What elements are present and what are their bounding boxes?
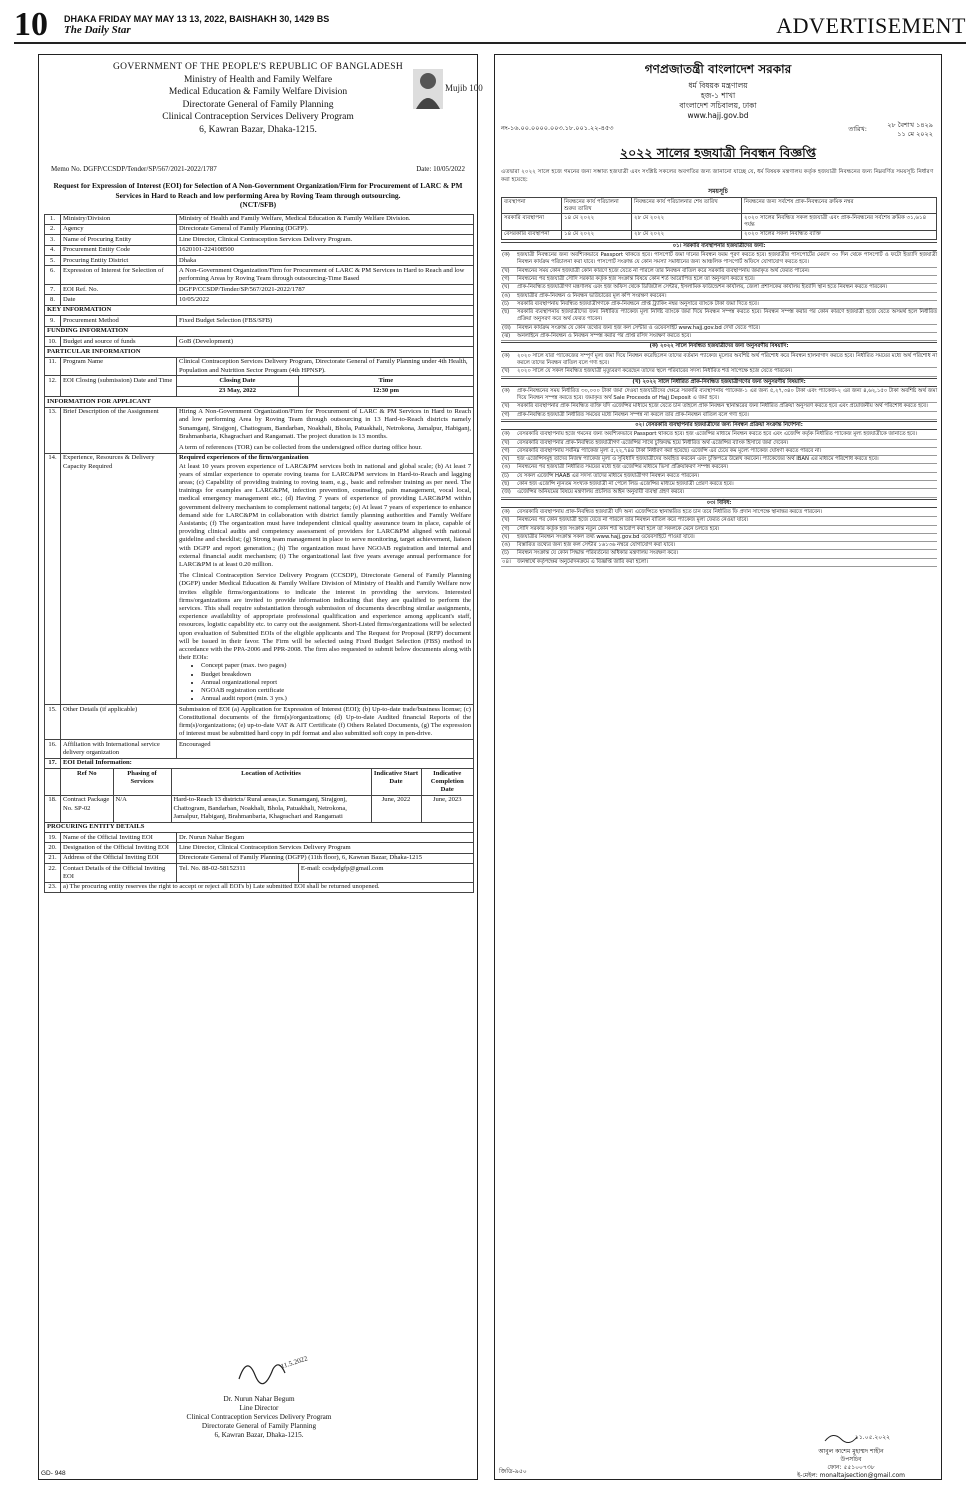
table-row: [502, 214, 937, 230]
row-value: [177, 407, 474, 453]
table-row: [502, 230, 937, 239]
row-value: Fixed Budget Selection (FBS/SFB): [177, 316, 474, 326]
schedule-cell: ১৪ মে ২০২২: [562, 230, 632, 239]
row-value: A Non-Government Organization/Firm for Procurement of LARC & PM Services in Hard to Reach and low performing Areas by Roving Team through outsourcing-Time Based: [177, 266, 474, 285]
start-date: June, 2022: [371, 796, 421, 822]
experience-text: At least 10 years proven experience of LARC&PM services both in national and global scale; (b) At least 7 years of similar experience to operate roving teams for LARC&PM services in Hard-to-Reach and lagging areas; (c) Capability of providing training to roving team, e.g., basic and refresher training as per need. The trainings for examples are LARC&PM, infection prevention, counseling, pain management, vocal local, medical emergency management etc.; (d) Having 7 years of experience of providing LARC&PM within government delivery mechanism to complement national targets; (e) At least 7 years of experience to enhance demand side for LARC&PM in collaboration with district family planning authorities and Family Welfare Assistants; (f) The organization must have independent clinical quality assurance team in place, capable of providing clinical audits and competency assessment of providers for LARC&PM aligned with national guideline and checklist; (g) Strong team management in place to serve monitoring, target achievement, liaison with DGFP and report generation.; (h) The organization must have NGOAB registration and internal and external financial audit mechanism; (i) The organizational last five years average annual performance for LARC&PM is at least 0.20 million.: [179, 462, 471, 568]
schedule-cell: ২৮ মে ২০২২: [632, 230, 742, 239]
notice-item: [501, 293, 937, 301]
row-value: Encouraged: [177, 740, 474, 759]
row-number: 5.: [45, 256, 61, 266]
table-row: [45, 266, 474, 285]
row-number: 8.: [45, 295, 61, 305]
row-number: 11.: [45, 357, 61, 376]
row-value: DGFP/CCSDP/Tender/SP/567/2021-2022/1787: [177, 285, 474, 295]
assignment-description: Hiring A Non-Government Organization/Firm for Procurement of LARC & PM Services in Hard to Reach and low performing Area by Roving Team through outsourcing in 13 Hard-to-Reach districts namely Sunamganj, Sirajgonj, Chattogram, Bandarban, Noakhali, Bhola, Patuakhali, Netrokona, Jamalpur, Habiganj, Brahmanbaria, Khagrachari and Rangamati. The project duration is 13 months.: [179, 408, 471, 440]
eoi-table: [44, 214, 474, 894]
row-number: 14.: [45, 453, 61, 704]
masthead-info: [64, 14, 329, 36]
table-row: [45, 337, 474, 347]
notice-item-text: বিস্তারিত তথ্যের জন্য হজ কল সেন্টার ১৬১৩৬ নম্বরে যোগাযোগ করা যাবে।: [517, 542, 676, 549]
eoi-title: [39, 179, 477, 214]
table-row: [45, 864, 474, 883]
schedule-header: নিবন্ধনের কার্য পরিচালনা শুরুর তারিখ: [562, 198, 632, 214]
row-value: Ministry of Health and Family Welfare, Medical Education & Family Welfare Division.: [177, 214, 474, 224]
notice-item-text: ২০২০ সালে যে সকল নিবন্ধিত হজযাত্রী মৃত্যুবরণ করেছেন তাদের স্থলে পরিবারের সদস্য নির্ধারিত শর্ত সাপেক্ষে হজে যেতে পারবেন।: [517, 368, 793, 375]
table-row: [45, 376, 474, 386]
secretariat-name: বাংলাদেশ সচিবালয়, ঢাকা: [679, 101, 757, 110]
detail-header: Location of Activities: [171, 769, 371, 795]
table-row: [45, 882, 474, 892]
section-row: [45, 326, 474, 336]
section-row: [45, 347, 474, 357]
row-number: 15.: [45, 705, 61, 740]
row-number: 21.: [45, 853, 61, 863]
gd-code: জিডি-৯৫০: [499, 1468, 527, 1475]
row-value: Line Director, Clinical Contraception Services Delivery Program: [177, 843, 474, 853]
schedule-cell: সরকারি ব্যবস্থাপনা: [502, 214, 562, 230]
row-value: a) The procuring entity reserves the right to accept or reject all EOI's b) Late submitted EOI shall be returned unopened.: [61, 882, 474, 892]
row-number: 9.: [45, 316, 61, 326]
notice-item-key: (চ): [502, 472, 509, 479]
row-label: Date: [61, 295, 177, 305]
notice-item: [501, 464, 937, 472]
memo-row: [39, 165, 477, 179]
schedule-cell: ২৮ মে ২০২২: [632, 214, 742, 230]
signatory-name: Dr. Nurun Nahar Begum: [223, 1395, 295, 1403]
notice-item-key: (ক): [502, 252, 510, 259]
notice-section-heading: (ক) ২০২২ সালে নিবন্ধিত হজযাত্রীদের জন্য অনুসরণীয় বিষয়াদি:: [501, 342, 937, 351]
branch-name: হজ-১ শাখা: [700, 91, 736, 100]
notice-item: [501, 489, 937, 497]
row-number: 2.: [45, 224, 61, 234]
notice-item: [501, 388, 937, 404]
detail-header: Indicative Start Date: [371, 769, 421, 795]
notice-item-key: (ক): [502, 431, 510, 438]
notice-item-text: সৌদি সরকার কর্তৃক হজ সংক্রান্ত নতুন কোন শর্ত আরোপ করা হলে তা সকলকে মেনে চলতে হবে।: [517, 525, 720, 532]
notice-item-text: হজ এজেন্সিসমূহ তাদের নিজস্ব প্যাকেজ মূল্য ও সুবিধাদি হজযাত্রীদের অবহিত করবেন এবং চুক্তিপত্রে উল্লেখ করবেন। প্যাকেজের অর্থ IBAN এর মাধ্যমে পরিশোধ করতে হবে।: [517, 456, 879, 463]
row-label: Ministry/Division: [61, 214, 177, 224]
row-label: Procurement Entity Code: [61, 245, 177, 255]
tor-note: A term of references (TOR) can be collected from the undersigned office during office hour.: [179, 443, 422, 451]
schedule-table: [501, 197, 937, 240]
section-row: [45, 822, 474, 832]
table-row: [45, 758, 474, 768]
experience-heading: Required experiences of the firm/organization: [179, 454, 309, 462]
date-label: তারিখ:: [848, 125, 867, 133]
schedule-cell: বেসরকারি ব্যবস্থাপনা: [502, 230, 562, 239]
notice-item-text: বেসরকারি ব্যবস্থাপনায় প্রাক-নিবন্ধিত হজযাত্রী যদি অন্য এজেন্সিতে স্থানান্তরিত হতে চান তবে নির্ধারিত ফি প্রদান সাপেক্ষে স্থানান্তর করতে পারবেন।: [517, 508, 823, 515]
row-number: 18.: [45, 795, 61, 822]
row-label: Affiliation with International service delivery organization: [61, 740, 177, 759]
notice-item-text: নিবন্ধনের পর হজযাত্রী নির্ধারিত সময়ের মধ্যে হজ এজেন্সির মাধ্যমে ভিসা প্রক্রিয়াকরণ সম্পন্ন করবেন।: [517, 464, 729, 471]
notice-item-text: হজযাত্রী নিবন্ধনের জন্য অবশ্যিকভাবে Passport থাকতে হবে। পাসপোর্ট জমা দানের নিবন্ধন ফরম পূরণ করতে হবে। হজযাত্রীর পাসপোর্টের মেয়াদ ৩০ দিন থেকে পাসপোর্ট ও ফটো ইত্যাদি হজযাত্রী নিবন্ধন কার্যক্রম পরিচালনা করা যাবে। পাসপোর্ট সংক্রান্ত যে কোন সমস্যা সমাধানের জন্য আঞ্চলিক পাসপোর্ট অফিসে যোগাযোগ করতে হবে।: [517, 252, 937, 266]
notice-section-heading: ০৩। বিবিধ:: [501, 499, 937, 508]
notice-item-key: (খ): [502, 267, 510, 274]
notice-signature-image: [821, 1429, 891, 1445]
row-value: Directorate General of Family Planning (DGFP) (11th floor), 6, Kawran Bazar, Dhaka-1215: [177, 853, 474, 863]
table-row: [45, 256, 474, 266]
notice-item-text: জনস্বার্থে কর্তৃপক্ষের অনুমোদনক্রমে এ বিজ্ঞপ্তি জারি করা হলো।: [517, 558, 648, 565]
list-item: • Annual organizational report: [201, 679, 471, 687]
notice-section-heading: (খ) ২০২২ সালে নির্ধারিত প্রাক-নিবন্ধিত হজযাত্রীগণের জন্য অনুসরণীয় বিষয়াদি:: [501, 378, 937, 387]
notice-item-text: নিবন্ধন কার্যক্রম সংক্রান্ত যে কোন তথ্যের জন্য হজ কল সেন্টার ও ওয়েবসাইট www.hajj.gov.bd দেখা যেতে পারে।: [517, 324, 761, 331]
table-row: [45, 316, 474, 326]
notice-item-text: প্রাক-নিবন্ধনের সময় নির্ধারিত ৩০,০০০ টাকা জমা দেওয়া হজযাত্রীদের ক্ষেত্রে সরকারি ব্যবস্থাপনায় প্যাকেজ-১ এর জন্য ৫,২৭,৩৪০ টাকা এবং প্যাকেজ-২ এর জন্য ৪,৬২,১৫০ টাকা অবশিষ্ট অর্থ জমা দিয়ে নিবন্ধন সম্পন্ন করতে হবে। জমাকৃত অর্থ Sale Proceeds of Hajj Deposit এ জমা হবে।: [517, 387, 937, 402]
notice-item-key: (ছ): [502, 481, 510, 488]
notice-sign-date: ১১.০৫.২০২২: [855, 1434, 891, 1441]
table-row: [45, 453, 474, 704]
notice-item-text: বেসরকারি ব্যবস্থাপনার প্রাক-নিবন্ধিত হজযাত্রীগণ এজেন্সির সাথে চুক্তিবদ্ধ হয়ে নির্ধারিত অর্থ এজেন্সির ব্যাংক হিসাবে জমা দেবেন।: [517, 439, 789, 446]
time-label: Time: [298, 376, 473, 386]
row-number: 10.: [45, 337, 61, 347]
row-label: Name of Procuring Entity: [61, 235, 177, 245]
notice-item: [501, 448, 937, 456]
table-row: [45, 285, 474, 295]
notice-item-key: (গ): [502, 525, 510, 532]
notice-item-key: (ঘ): [502, 533, 510, 540]
notice-item: [501, 333, 937, 341]
notice-item-key: (খ): [502, 368, 510, 375]
phasing: N/A: [113, 796, 171, 822]
notice-item: [501, 403, 937, 411]
section-row: [45, 305, 474, 315]
row-value: Line Director, Clinical Contraception Services Delivery Program.: [177, 235, 474, 245]
closing-date: 23 May, 2022: [177, 386, 299, 396]
table-row: [45, 357, 474, 376]
section-heading: PROCURING ENTITY DETAILS: [45, 822, 474, 832]
notice-item-text: ২০২০ সালে যারা প্যাকেজের সম্পূর্ণ মূল্য জমা দিয়ে নিবন্ধন করেছিলেন তাদের বর্তমান প্যাকেজ মূল্যের অবশিষ্ট অর্থ পরিশোধ করে নিবন্ধন হালনাগাদ করতে হবে। নির্ধারিত সময়ের মধ্যে অর্থ পরিশোধ না করলে তাদের নিবন্ধন বাতিল বলে গণ্য হবে।: [517, 352, 937, 366]
row-label: Agency: [61, 224, 177, 234]
row-value: Directorate General of Family Planning (DGFP).: [177, 224, 474, 234]
row-value: 1620101-224108500: [177, 245, 474, 255]
notice-item-key: (ঙ): [502, 542, 511, 549]
row-number: 23.: [45, 882, 61, 892]
badge-text: Mujib 100: [445, 83, 483, 93]
memo-number: Memo No. DGFP/CCSDP/Tender/SP/567/2021-2022/1787: [51, 165, 217, 173]
section-heading: INFORMATION FOR APPLICANT: [45, 397, 474, 407]
invitation-text: The Clinical Contraception Service Delivery Program (CCSDP), Directorate General of Family Planning (DGFP) under Medical Education & Family Welfare Division of Ministry of Health and Family Welfare now invites eligible firms/organizations to indicate the interest in providing the services. Interested firms/organizations are invited to provide information indicating that they are qualified to perform the services. This shall require substantiation through submission of documents describing similar assignments, experience availability of appropriate professional qualification and experience among applicant's staff, resources, logistic capability etc. to carry out the assignment. Short-Listed firms/organizations will be selected upon evaluation of Submitted EOIs of the eligible applicants and The Request for Proposal (RFP) document will be issued in their favor. The Firm will be selected using Fixed Budget Selection (FBS) method in accordance with the PPA-2006 and PPR-2008. The firm also requested to submit below documents along with their EOIs:: [179, 572, 471, 662]
mujib-100-logo: [405, 65, 483, 113]
notice-item-key: (জ): [502, 324, 511, 331]
memo-number: নং-১৬.০০.০০০০.০০৩.১৮.০০১.২২-৪৫৩: [501, 124, 614, 132]
row-number: 12.: [45, 376, 61, 397]
row-number: 6.: [45, 266, 61, 285]
schedule-header: নিবন্ধনের জন্য সর্বশেষ প্রাক-নিবন্ধনের ক্রমিক নম্বর: [742, 198, 937, 214]
notice-item-text: বেসরকারি ব্যবস্থাপনায় হজে গমনের জন্য অবশ্যিকভাবে Passport থাকতে হবে। হজ এজেন্সির মাধ্যমে নিবন্ধন করতে হবে এবং এজেন্সি কর্তৃক নির্ধারিত প্যাকেজ মূল্য হজযাত্রীকে জানাতে হবে।: [517, 431, 917, 438]
table-row: [45, 245, 474, 255]
row-value: Submission of EOI (a) Application for Expression of Interest (EOI); (b) Up-to-date trade/business license; (c) Constitutional documents of the firm(s)/organizations; (d) Up-to-date Audited financial Reports of the firm(s)/organizations; (e) up-to-date VAT & AIT Certificate (f) Others Related Documents, (g) The expression of interest must be submitted hard copy in pdf format and also submitted soft copy in pen-drive.: [177, 705, 474, 740]
date-bangla: ২৮ বৈশাখ ১৪২৯: [887, 121, 933, 129]
notice-section-heading: ০১। সরকারি ব্যবস্থাপনার হজযাত্রীদের জন্য:: [501, 242, 937, 251]
notice-item-key: (গ): [502, 275, 510, 282]
notice-item: [501, 559, 937, 567]
notice-item: [501, 509, 937, 517]
row-label: EOI Ref. No.: [61, 285, 177, 295]
table-row: [45, 295, 474, 305]
row-label: Other Details (if applicable): [61, 705, 177, 740]
date-line: DHAKA FRIDAY MAY MAY 13 13, 2022, BAISHAKH 30, 1429 BS: [64, 14, 330, 24]
notice-item: [501, 431, 937, 439]
row-number: 4.: [45, 245, 61, 255]
section-heading: KEY INFORMATION: [45, 305, 474, 315]
table-row: [45, 407, 474, 453]
table-row: [45, 705, 474, 740]
notice-item-key: (ঘ): [502, 284, 510, 291]
signatory-phone: ফোন: ৫৫১০০৭৩৮: [827, 1464, 875, 1471]
notice-item: [501, 517, 937, 525]
page-number: 10: [14, 6, 48, 43]
schedule-cell: ২০২০ সালের সকল নিবন্ধিত ব্যক্তি: [742, 230, 937, 239]
schedule-header: ব্যবস্থাপনা: [502, 198, 562, 214]
notice-item-key: (ছ): [502, 309, 510, 316]
notice-item-key: (ঙ): [502, 464, 511, 471]
eoi-advertisement: [38, 54, 483, 1480]
signatory-name: আবুল কাশেম মুহাম্মদ শাহীন: [818, 1448, 884, 1455]
notice-item-key: (জ): [502, 489, 511, 496]
row-value: GoB (Development): [177, 337, 474, 347]
schedule-cell: ২০২০ সালের নিবন্ধিত সকল হজযাত্রী এবং প্রাক-নিবন্ধনের সর্বশেষ ক্রমিক ৩১,৬১৪ পর্যন্ত: [742, 214, 937, 230]
eoi-title-text: Request for Expression of Interest (EOI) for Selection of A Non-Government Organization/Firm for Procurement of LARC & PM Services in Hard to Reach and low performing Area by Roving Team through outsourcing.: [53, 181, 463, 200]
hajj-notice: [494, 54, 942, 1480]
notice-item-text: নিবন্ধনের পর কোন হজযাত্রী হজে যেতে না পারলে তার নিবন্ধন বাতিল করে প্যাকেজ মূল্য ফেরত নেওয়া যাবে।: [517, 517, 749, 524]
notice-body: [501, 242, 937, 567]
notice-item-text: প্রাক-নিবন্ধিত হজযাত্রীগণ মন্ত্রণালয় এবং হজ অফিস থেকে ডিজিটাল সেন্টার, ইসলামিক ফাউন্ডেশন কার্যালয়, জেলা প্রশাসকের কার্যালয় ইত্যাদি স্থান হতে নিবন্ধন করতে পারবেন।: [517, 284, 888, 291]
row-value: [177, 453, 474, 704]
table-row: [45, 224, 474, 234]
table-row: [45, 740, 474, 759]
document-list: [201, 662, 471, 703]
notice-item-text: সরকারি ব্যবস্থাপনায় নিবন্ধিত হজযাত্রীগণকে প্রাক-নিবন্ধনে প্রাপ্ত ট্র্যাকিং নম্বর অনুসারে ব্যাংকে টাকা জমা দিতে হবে।: [517, 300, 759, 307]
row-number: 17.: [45, 758, 61, 768]
notice-item-key: (খ): [502, 403, 510, 410]
signatory-directorate: Directorate General of Family Planning: [201, 1422, 317, 1430]
row-label: Procuring Entity District: [61, 256, 177, 266]
website: www.hajj.gov.bd: [687, 111, 749, 120]
memo-date: Date: 10/05/2022: [416, 165, 465, 173]
notice-item-key: (চ): [502, 550, 509, 557]
notice-item-key: ০৪।: [502, 558, 511, 565]
notice-item-text: হজযাত্রীর প্রাক-নিবন্ধন ও নিবন্ধন ভাউচারের মূল কপি সংরক্ষণ করবেন।: [517, 292, 667, 299]
notice-item-text: নিবন্ধনের পর হজযাত্রী সৌদি সরকার কর্তৃক হজ সংক্রান্ত বিষয়ে কোন শর্ত আরোপিত হলে তা অনুসরণ করতে হবে।: [517, 275, 755, 282]
notice-item: [501, 440, 937, 448]
contact-tel: Tel. No. 88-02-58152311: [177, 864, 299, 883]
ministry-name: ধর্ম বিষয়ক মন্ত্রণালয়: [688, 81, 748, 90]
row-label: Contact Details of the Official Inviting EOI: [61, 864, 177, 883]
section-heading: FUNDING INFORMATION: [45, 326, 474, 336]
schedule-header-row: [502, 198, 937, 214]
notice-item: [501, 534, 937, 542]
row-number: 16.: [45, 740, 61, 759]
notice-header: [495, 55, 941, 121]
notice-item-key: (চ): [502, 300, 509, 307]
notice-item-text: বেসরকারি ব্যবস্থাপনায় সর্বনিম্ন প্যাকেজ মূল্য ৫,২২,৭৪৪ টাকা নির্ধারণ করা হয়েছে। এজেন্সি এর চেয়ে কম মূল্যে প্যাকেজ ঘোষণা করতে পারবে না।: [517, 447, 822, 454]
detail-header-row: [45, 769, 474, 796]
table-row: [45, 235, 474, 245]
notice-item-text: নিবন্ধনের সময় কোন হজযাত্রী কোন কারণে হজে যেতে না পারলে তার নিবন্ধন বাতিল করে সরকারি ব্যবস্থাপনায় জমাকৃত অর্থ ফেরত পাবেন।: [517, 267, 810, 274]
notice-item: [501, 473, 937, 481]
notice-title: ২০২২ সালের হজযাত্রী নিবন্ধন বিজ্ঞপ্তি: [619, 145, 817, 160]
table-row: [45, 853, 474, 863]
notice-intro: এতদ্বারা ২০২২ সালে হজে গমনের জন্য সম্ভাব্য হজযাত্রী এবং সংশ্লিষ্ট সকলের অবগতির জন্য জানানো যাচ্ছে যে, ধর্ম বিষয়ক মন্ত্রণালয় কর্তৃক হজযাত্রী নিবন্ধনের জন্য নিম্নবর্ণিত সময়সূচি নির্ধারণ করা হয়েছে:: [501, 169, 934, 183]
row-number: 7.: [45, 285, 61, 295]
notice-item: [501, 252, 937, 268]
signatory-title: Line Director: [239, 1404, 279, 1412]
list-item: • Concept paper (max. two pages): [201, 662, 471, 670]
notice-item: [501, 284, 937, 292]
table-row: [45, 795, 474, 822]
notice-item-text: সরকারি ব্যবস্থাপনায় হজযাত্রীদের জন্য নির্ধারিত প্যাকেজ মূল্য নির্দিষ্ট ব্যাংকে জমা দিয়ে নিবন্ধন সম্পন্ন করতে হবে। নিবন্ধন সম্পন্ন করার পর কোন কারণে হজযাত্রী হজে যেতে অসমর্থ হলে নির্ধারিত প্রক্রিয়া অনুসরণ করে অর্থ ফেরত পাবেন।: [517, 309, 937, 323]
row-value: Clinical Contraception Services Delivery Program, Directorate General of Family Planning under 4th Health, Population and Nutrition Sector Program (4th HPNSP).: [177, 357, 474, 376]
schedule-caption: সময়সূচি: [708, 188, 728, 196]
signature-block: [39, 1395, 479, 1440]
notice-date: [848, 121, 933, 139]
row-label: Program Name: [61, 357, 177, 376]
section-heading: PARTICULAR INFORMATION: [45, 347, 474, 357]
notice-item-key: (ক): [502, 508, 510, 515]
row-number: 20.: [45, 843, 61, 853]
row-label: EOI Closing (submission) Date and Time: [61, 376, 177, 397]
header-line: 6, Kawran Bazar, Dhaka-1215.: [199, 124, 317, 135]
notice-item-key: (খ): [502, 517, 510, 524]
row-label: Designation of the Official Inviting EOI: [61, 843, 177, 853]
eoi-header: [39, 55, 483, 165]
row-label: Experience, Resources & Delivery Capacity Required: [61, 453, 177, 704]
notice-section-heading: ০২। বেসরকারি ব্যবস্থাপনার হজযাত্রীদের জন্য নিবন্ধন প্রক্রিয়া সংক্রান্ত নির্দেশনা:: [501, 421, 937, 430]
list-item: • NGOAB registration certificate: [201, 687, 471, 695]
table-row: [45, 214, 474, 224]
row-label: Brief Description of the Assignment: [61, 407, 177, 453]
header-line: Directorate General of Family Planning: [182, 99, 334, 110]
notice-item-key: (ক): [502, 352, 510, 359]
notice-item: [501, 268, 937, 276]
row-label: Expression of Interest for Selection of: [61, 266, 177, 285]
notice-item: [501, 301, 937, 309]
row-label: Budget and source of funds: [61, 337, 177, 347]
notice-item: [501, 412, 937, 420]
signatory-program: Clinical Contraception Services Delivery Program: [186, 1413, 332, 1421]
notice-item-key: (খ): [502, 439, 510, 446]
row-value: 10/05/2022: [177, 295, 474, 305]
notice-item-key: (ঘ): [502, 456, 510, 463]
notice-signature: [797, 1429, 905, 1480]
row-label: Address of the Official Inviting EOI: [61, 853, 177, 863]
detail-header: Phasing of Services: [113, 769, 171, 795]
notice-item-text: নিবন্ধন সংক্রান্ত যে কোন সিদ্ধান্ত পরিবর্তনের অধিকার মন্ত্রণালয় সংরক্ষণ করে।: [517, 550, 678, 557]
signature-image: [233, 1351, 313, 1387]
notice-item: [501, 353, 937, 369]
row-number: 1.: [45, 214, 61, 224]
notice-item-text: যে সকল এজেন্সি HAAB এর সদস্য তাদের মাধ্যমে হজযাত্রীগণ নিবন্ধন করতে পারবেন।: [517, 472, 700, 479]
notice-item-text: হজযাত্রীর নিবন্ধন সংক্রান্ত সকল তথ্য www.hajj.gov.bd ওয়েবসাইটে পাওয়া যাবে।: [517, 533, 695, 540]
masthead: [14, 8, 966, 44]
notice-item: [501, 309, 937, 325]
table-row: [45, 833, 474, 843]
signatory-title: উপসচিব: [840, 1456, 862, 1463]
header-line: Medical Education & Family Welfare Division: [168, 87, 348, 97]
row-number: 22.: [45, 864, 61, 883]
notice-item-text: এজেন্সির অনিয়মের বিষয়ে মন্ত্রণালয় প্রচলিত আইন অনুযায়ী ব্যবস্থা গ্রহণ করবে।: [517, 489, 685, 496]
notice-item: [501, 276, 937, 284]
list-item: • Annual audit report (min. 3 yrs.): [201, 695, 471, 703]
detail-header: Ref No: [61, 769, 113, 795]
notice-item-key: (ঝ): [502, 333, 511, 340]
notice-ref: [495, 121, 941, 143]
schedule-cell: ১৪ মে ২০২২: [562, 214, 632, 230]
row-number: 3.: [45, 235, 61, 245]
notice-item-text: প্রাক-নিবন্ধিত হজযাত্রী নির্ধারিত সময়ের মধ্যে নিবন্ধন সম্পন্ন না করলে তার প্রাক-নিবন্ধন বাতিল বলে গণ্য হবে।: [517, 411, 749, 418]
header-line: Clinical Contraception Services Delivery Program: [162, 112, 354, 122]
paper-name: The Daily Star: [64, 24, 131, 36]
row-number: 13.: [45, 407, 61, 453]
contract-ref: Contract Package No. SP-02: [61, 796, 113, 822]
signatory-address: 6, Kawran Bazar, Dhaka-1215.: [214, 1431, 304, 1439]
detail-row-table: [61, 796, 473, 822]
notice-item: [501, 368, 937, 376]
closing-date-label: Closing Date: [177, 376, 299, 386]
row-label: EOI Detail Information:: [61, 758, 474, 768]
location: Hard-to-Reach 13 districts/ Rural areas,i.e. Sunamganj, Sirajgonj, Chattogram, Bandarban, Noakhali, Bhola, Patuakhali, Netrokona, Jamalpur, Habiganj, Brahmanbaria, Khagrachari and Rangamati: [171, 796, 371, 822]
notice-item-key: (গ): [502, 447, 510, 454]
notice-item-key: (গ): [502, 411, 510, 418]
notice-item-text: অনলাইনে প্রাক-নিবন্ধন ও নিবন্ধন সম্পন্ন করার পর প্রাপ্ত রসিদ সংরক্ষণ করতে হবে।: [517, 333, 692, 340]
sign-date: 11.5.2022: [279, 1354, 309, 1371]
contact-email: E-mail: ccsdpdgfp@gmail.com: [298, 864, 473, 883]
notice-item: [501, 325, 937, 333]
eoi-title-code: (NCT/SFB): [239, 200, 277, 209]
row-value: Dhaka: [177, 256, 474, 266]
row-label: Name of the Official Inviting EOI: [61, 833, 177, 843]
header-line: GOVERNMENT OF THE PEOPLE'S REPUBLIC OF BANGLADESH: [113, 62, 403, 72]
signatory-email: ই-মেইল: monaltajsection@gmail.com: [797, 1472, 905, 1479]
table-row: [45, 843, 474, 853]
section-title: ADVERTISEMENT: [776, 13, 966, 38]
detail-header: Indicative Completion Date: [430, 769, 464, 794]
date-english: ১১ মে ২০২২: [897, 130, 933, 138]
section-row: [45, 397, 474, 407]
notice-item-key: (ঙ): [502, 292, 511, 299]
list-item: • Budget breakdown: [201, 671, 471, 679]
closing-time: 12:30 pm: [298, 386, 473, 396]
row-value: Dr. Nurun Nahar Begum: [177, 833, 474, 843]
government-name: গণপ্রজাতন্ত্রী বাংলাদেশ সরকার: [644, 62, 792, 76]
notice-item-text: কোন হজ এজেন্সি ন্যূনতম সংখ্যক হজযাত্রী না পেলে লিড এজেন্সির মাধ্যমে হজযাত্রী প্রেরণ করতে হবে।: [517, 481, 734, 488]
notice-item-text: সরকারি ব্যবস্থাপনার প্রাক নিবন্ধিত ব্যক্তি যদি এজেন্সির মাধ্যমে হজে যেতে চান তাহলে প্রাক নিবন্ধন স্থানান্তরের জন্য নির্ধারিত প্রক্রিয়া অনুসরণ করতে হবে এবং প্রয়োজনীয় অর্থ পরিশোধ করতে হবে।: [517, 403, 928, 410]
header-line: Ministry of Health and Family Welfare: [183, 74, 333, 85]
notice-item: [501, 550, 937, 558]
notice-item: [501, 526, 937, 534]
gd-code: GD- 948: [41, 1470, 66, 1477]
notice-item-key: (ক): [502, 387, 510, 394]
detail-table: [61, 769, 473, 795]
row-number: 19.: [45, 833, 61, 843]
schedule-header: নিবন্ধনের কার্য পরিচালনার শেষ তারিখ: [632, 198, 742, 214]
row-label: Procurement Method: [61, 316, 177, 326]
completion-date: June, 2023: [432, 796, 462, 804]
